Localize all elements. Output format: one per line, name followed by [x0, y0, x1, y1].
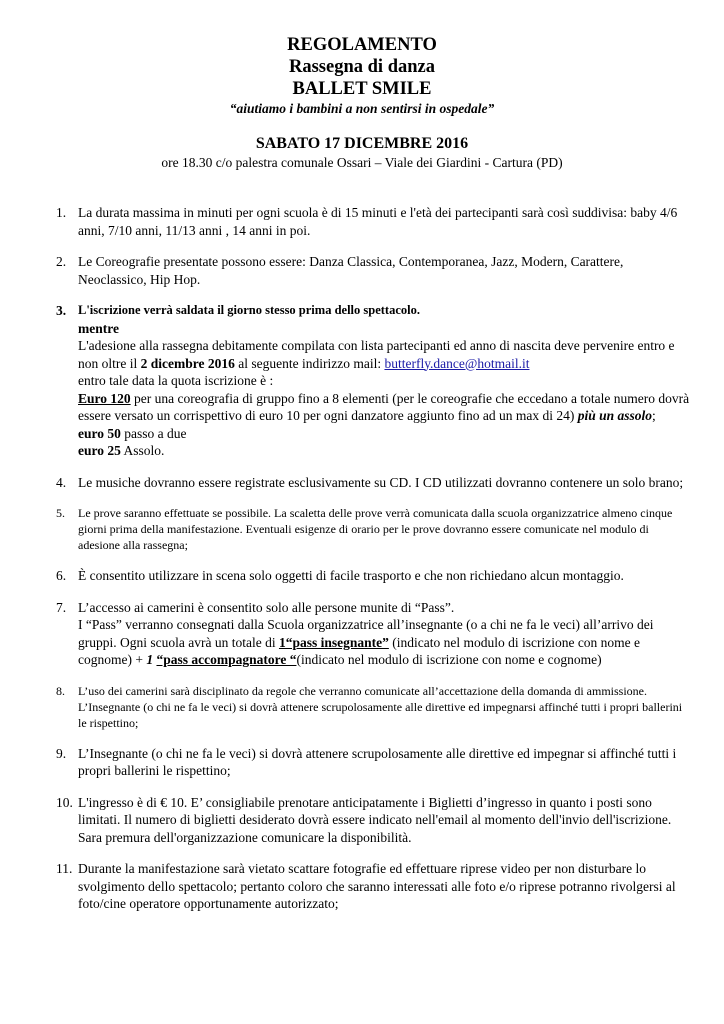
rule-7-text-b: (indicato nel modulo di iscrizione con nome e cognome) +	[78, 634, 641, 667]
rule-text: L’uso dei camerini sarà disciplinato da regole che verranno comunicate all’accettazione della domanda di ammissione. L’Insegnante (o chi ne fa le veci) si dovrà attenere scrupolosamente alle direttive ed impegnarsi affinché tutti i propri ballerini le rispettino;	[78, 683, 683, 730]
fee-group-amount: Euro 120	[78, 390, 131, 406]
rule-number: 7.	[56, 599, 67, 615]
fee-solo	[78, 442, 692, 460]
document-title: REGOLAMENTO	[287, 35, 437, 55]
rule-3-fee-intro: entro tale data la quota iscrizione è :	[78, 373, 274, 388]
document-subtitle: Rassegna di danza	[289, 57, 435, 77]
contact-email-link[interactable]: butterfly.dance@hotmail.it	[384, 355, 530, 371]
fee-duo-amount: euro 50	[78, 425, 121, 441]
fee-group-extra: più un assolo	[577, 408, 653, 423]
rule-7	[56, 599, 692, 669]
fee-group	[78, 390, 692, 425]
rule-2	[56, 253, 692, 288]
rule-text: Le prove saranno effettuate se possibile. La scaletta delle prove verrà comunicata dalla scuola organizzatrice almeno cinque giorni prima della manifestazione. Eventuali esigenze di orario per le prove dovranno essere comunicate nel modulo di adesione alla rassegna;	[78, 506, 673, 552]
rule-text: Le Coreografie presentate possono essere: Danza Classica, Contemporanea, Jazz, Modern, Carattere, Neoclassico, Hip Hop.	[78, 254, 624, 287]
rule-text: L'ingresso è di € 10. E’ consigliabile prenotare anticipatamente i Biglietti d’ingresso in quanto i posti sono limitati. Il numero di biglietti desiderato dovrà essere indicato nell'email al momento dell'invio dell'iscrizione. Sara premura dell'organizzazione comunicare la disponibilità.	[78, 794, 672, 845]
fee-solo-amount: euro 25	[78, 443, 121, 458]
rule-3-text-a: L'adesione alla rassegna debitamente compilata con lista partecipanti ed anno di nascita deve pervenire entro e non oltre il	[78, 338, 675, 371]
fee-group-end: ;	[652, 408, 656, 423]
event-venue: ore 18.30 c/o palestra comunale Ossari – Viale dei Giardini - Cartura (PD)	[161, 155, 563, 170]
rule-text: L’Insegnante (o chi ne fa le veci) si dovrà attenere scrupolosamente alle direttive ed impegnar si affinché tutti i propri ballerini le rispettino;	[78, 745, 677, 778]
event-name: BALLET SMILE	[292, 79, 432, 99]
rule-number: 9.	[56, 745, 67, 761]
rule-3-paragraph	[78, 337, 692, 372]
rule-3-text-b: al seguente indirizzo mail:	[234, 355, 385, 371]
rule-6	[56, 567, 692, 585]
fee-duo	[78, 425, 692, 443]
rule-7-text-a: I “Pass” verranno consegnati dalla Scuola organizzatrice all’insegnante (o a chi ne fa le veci) all’arrivo dei gruppi. Ogni scuola avrà un totale di	[78, 617, 654, 650]
rule-7-text-c: (indicato nel modulo di iscrizione con nome e cognome)	[296, 652, 602, 667]
fee-group-text: per una coreografia di gruppo fino a 8 elementi (per le coreografie che eccedano a totale numero dovrà essere versato un corrispettivo di euro 10 per ogni danzatore aggiunto fino ad un max di 24)	[78, 390, 690, 423]
rule-number: 3.	[56, 303, 67, 318]
rule-10	[56, 794, 692, 847]
rule-text: La durata massima in minuti per ogni scuola è di 15 minuti e l'età dei partecipanti sarà così suddivisa: baby 4/6 anni, 7/10 anni, 11/13 anni , 14 anni in poi.	[78, 205, 678, 238]
rule-text: Le musiche dovranno essere registrate esclusivamente su CD. I CD utilizzati dovranno contenere un solo brano;	[78, 474, 684, 490]
rule-11	[56, 860, 692, 913]
rule-4	[56, 474, 692, 492]
rule-1	[56, 204, 692, 239]
event-date: SABATO 17 DICEMBRE 2016	[255, 135, 469, 152]
rule-7-paragraph	[78, 616, 692, 669]
rule-number: 6.	[56, 568, 67, 583]
rules-list	[56, 204, 692, 927]
fee-duo-text: passo a due	[120, 425, 187, 441]
rule-3-heading: L'iscrizione verrà saldata il giorno stesso prima dello spettacolo.	[78, 303, 420, 317]
rule-number: 10.	[56, 794, 73, 810]
fee-solo-text: Assolo.	[120, 443, 165, 458]
document-header	[0, 0, 724, 171]
rule-number: 11.	[56, 861, 73, 876]
rule-number: 1.	[56, 205, 67, 220]
pass-count: 1	[146, 652, 154, 667]
event-motto: “aiutiamo i bambini a non sentirsi in ospedale”	[229, 101, 495, 116]
rule-number: 8.	[56, 683, 65, 698]
rule-number: 2.	[56, 254, 67, 269]
rule-7-line-1: L’accesso ai camerini è consentito solo alle persone munite di “Pass”.	[78, 599, 455, 615]
pass-insegnante: 1“pass insegnante”	[278, 634, 389, 650]
rule-number: 5.	[56, 506, 65, 520]
registration-deadline: 2 dicembre 2016	[140, 355, 235, 371]
rule-5	[56, 505, 692, 553]
rule-9	[56, 745, 692, 780]
rule-3-mentre: mentre	[78, 320, 119, 336]
rule-number: 4.	[56, 474, 67, 490]
rule-text: Durante la manifestazione sarà vietato scattare fotografie ed effettuare riprese video per non disturbare lo svolgimento dello spettacolo; pertanto coloro che saranno interessati alle foto e/o riprese potranno rivolgersi al foto/cine operatore opportunamente autorizzato;	[78, 861, 676, 911]
pass-accompagnatore: “pass accompagnatore “	[156, 652, 297, 667]
rule-text: È consentito utilizzare in scena solo oggetti di facile trasporto e che non richiedano alcun montaggio.	[78, 568, 624, 583]
rule-8	[56, 683, 692, 731]
rule-3	[56, 302, 692, 460]
